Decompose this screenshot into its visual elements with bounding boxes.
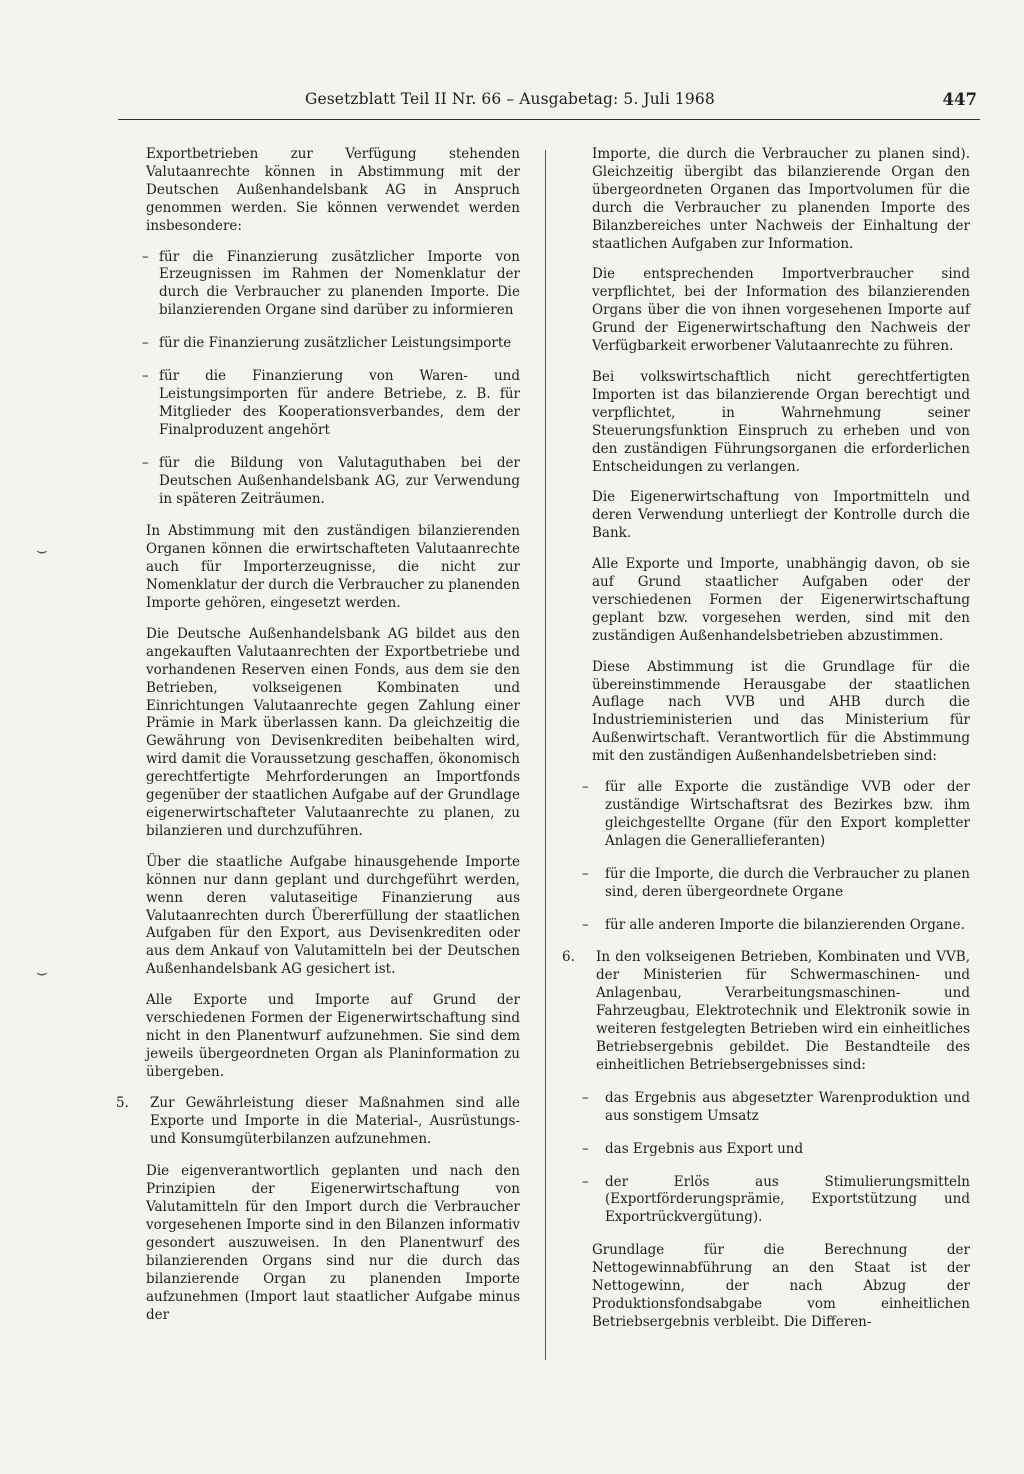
dash-marker: – [142,335,149,352]
dash-list-item [132,249,520,321]
list-item-text: das Ergebnis aus Export und [605,1140,804,1157]
header-title: Gesetzblatt Teil II Nr. 66 – Ausgabetag: 5. Juli 1968 [305,90,715,108]
margin-mark: ⌣ [36,962,48,983]
list-item-text: für die Finanzierung zusätzlicher Leistungsimporte [159,335,512,352]
column-divider [545,150,546,1360]
dash-list-item [578,866,970,902]
paragraph: Die Eigenerwirtschaftung von Importmitteln und deren Verwendung unterliegt der Kontrolle durch die Bank. [592,489,970,542]
dash-marker: – [142,454,149,471]
list-item-text: für alle anderen Importe die bilanzierenden Organe. [605,916,965,933]
dash-list-item [578,1174,970,1228]
dash-list-item [578,1141,970,1159]
item-number: 6. [562,949,575,966]
list-item-text: für alle Exporte die zuständige VVB oder der zuständige Wirtschaftsrat des Bezirkes bzw. ihm gleichgestellte Organe (für den Export kompletter Anlagen die Generallieferanten) [605,779,970,849]
dash-marker: – [582,1089,589,1106]
dash-list-item [578,1090,970,1126]
dash-marker: – [582,916,589,933]
page-header [305,90,985,116]
dash-list-item [578,779,970,851]
dash-marker: – [582,1140,589,1157]
dash-marker: – [142,368,149,385]
dash-list-item [132,335,520,353]
paragraph: Über die staatliche Aufgabe hinausgehende Importe können nur dann geplant und durchgeführt werden, wenn deren valutaseitige Finanzierung aus Valutaanrechten durch Übererfüllung der staatlichen Aufgaben für den Export, aus Devisenkrediten oder aus dem Ankauf von Valutamitteln bei der Deutschen Außenhandelsbank AG gesichert ist. [146,853,520,978]
paragraph: Alle Exporte und Importe auf Grund der verschiedenen Formen der Eigenerwirtschaftung sind nicht in den Planentwurf aufzunehmen. Sie sind dem jeweils übergeordneten Organ als Planinformation zu übergeben. [146,992,520,1080]
left-column [116,146,520,1338]
numbered-item [116,1094,520,1149]
list-item-text: für die Importe, die durch die Verbraucher zu planen sind, deren übergeordnete Organe [605,865,970,900]
paragraph: Importe, die durch die Verbraucher zu planen sind). Gleichzeitig übergibt das bilanzierende Organ den übergeordneten Organen das Importvolumen für die durch die Verbraucher zu planenden Importe des Bilanzbereiches unter Nachweis der Einhaltung der staatlichen Aufgaben zur Information. [592,146,970,252]
list-item-text: für die Finanzierung von Waren- und Leistungsimporten für andere Betriebe, z. B. für Mitglieder des Kooperationsverbandes, dem der Finalproduzent angehört [159,368,520,438]
paragraph: Bei volkswirtschaftlich nicht gerechtfertigten Importen ist das bilanzierende Organ berechtigt und verpflichtet, in Wahrnehmung seiner Steuerungsfunktion Einspruch zu erheben und von den zuständigen Führungsorganen die erforderlichen Entscheidungen zu verlangen. [592,368,970,475]
dash-list-item [132,455,520,509]
paragraph: Alle Exporte und Importe, unabhängig davon, ob sie auf Grund staatlicher Aufgaben oder der verschiedenen Formen der Eigenerwirtschaftung geplant bzw. vorgesehen werden, sind mit den zuständigen Außenhandelsbetrieben abzustimmen. [592,556,970,644]
dash-list-item [578,917,970,935]
list-item-text: der Erlös aus Stimulierungsmitteln (Exportförderungsprämie, Exportstützung und Exportrückvergütung). [605,1173,970,1226]
header-rule [118,119,980,120]
right-column [562,146,970,1345]
margin-mark: ⌣ [36,540,48,561]
paragraph: Exportbetrieben zur Verfügung stehenden Valutaanrechte können in Abstimmung mit der Deutschen Außenhandelsbank AG in Anspruch genommen werden. Sie können verwendet werden insbesondere: [146,146,520,234]
dash-marker: – [142,248,149,265]
paragraph: Diese Abstimmung ist die Grundlage für die übereinstimmende Herausgabe der staatlichen Auflage nach VVB und AHB durch die Industrieministerien und das Ministerium für Außenwirtschaft. Verantwortlich für die Abstimmung mit den zuständigen Außenhandelsbetrieben sind: [592,658,970,765]
dash-marker: – [582,865,589,882]
paragraph: Grundlage für die Berechnung der Nettogewinnabführung an den Staat ist der Nettogewinn, der nach Abzug der Produktionsfondsabgabe vom einheitlichen Betriebsergebnis verbleibt. Die Differen- [592,1242,970,1330]
numbered-item [562,949,970,1074]
list-item-text: für die Bildung von Valutaguthaben bei der Deutschen Außenhandelsbank AG, zur Verwendung in späteren Zeiträumen. [159,454,520,507]
list-item-text: für die Finanzierung zusätzlicher Importe von Erzeugnissen im Rahmen der Nomenklatur der durch die Verbraucher zu planenden Importe. Die bilanzierenden Organe sind darüber zu informieren [159,248,520,319]
paragraph: In Abstimmung mit den zuständigen bilanzierenden Organen können die erwirtschafteten Valutaanrechte auch für Importerzeugnisse, die nicht zur Nomenklatur der durch die Verbraucher zu planenden Importe gehören, eingesetzt werden. [146,523,520,612]
numbered-item-text: Zur Gewährleistung dieser Maßnahmen sind alle Exporte und Importe in die Material-, Ausrüstungs- und Konsumgüterbilanzen aufzunehmen. [150,1094,520,1147]
numbered-item-text: In den volkseigenen Betrieben, Kombinaten und VVB, der Ministerien für Schwermaschinen- und Anlagenbau, Verarbeitungsmaschinen- und Fahrzeugbau, Elektrotechnik und Elektronik sowie in weiteren festgelegten Betrieben wird ein einheitliches Betriebsergebnis gebildet. Die Bestandteile des einheitlichen Betriebsergebnisses sind: [596,949,970,1073]
paragraph: Die eigenverantwortlich geplanten und nach den Prinzipien der Eigenerwirtschaftung von Valutamitteln für den Import durch die Verbraucher vorgesehenen Importe sind in den Bilanzen informativ gesondert auszuweisen. In den Planentwurf des bilanzierenden Organs sind nur die durch das bilanzierende Organ zu planenden Importe aufzunehmen (Import laut staatlicher Aufgabe minus der [146,1163,520,1323]
list-item-text: das Ergebnis aus abgesetzter Warenproduktion und aus sonstigem Umsatz [605,1089,970,1124]
dash-marker: – [582,1173,589,1190]
paragraph: Die Deutsche Außenhandelsbank AG bildet aus den angekauften Valutaanrechten der Exportbetriebe und vorhandenen Reserven einen Fonds, aus dem sie den Betrieben, volkseigenen Kombinaten und Einrichtungen Valutaanrechte gegen Zahlung einer Prämie in Mark überlassen kann. Da gleichzeitig die Gewährung von Devisenkrediten beibehalten wird, wird damit die Voraussetzung geschaffen, ökonomisch gerechtfertigte Mehrforderungen an Importfonds gegenüber der staatlichen Aufgabe auf der Grundlage eigenerwirtschafteter Valutaanrechte zu planen, zu bilanzieren und durchzuführen. [146,625,520,839]
page-number: 447 [942,90,977,109]
dash-marker: – [582,779,589,796]
dash-list-item [132,368,520,440]
item-number: 5. [116,1094,129,1111]
paragraph: Die entsprechenden Importverbraucher sind verpflichtet, bei der Information des bilanzierenden Organs über die von ihnen vorgesehenen Importe auf Grund der Eigenerwirtschaftung den Nachweis der Verfügbarkeit erworbener Valutaanrechte zu führen. [592,266,970,355]
